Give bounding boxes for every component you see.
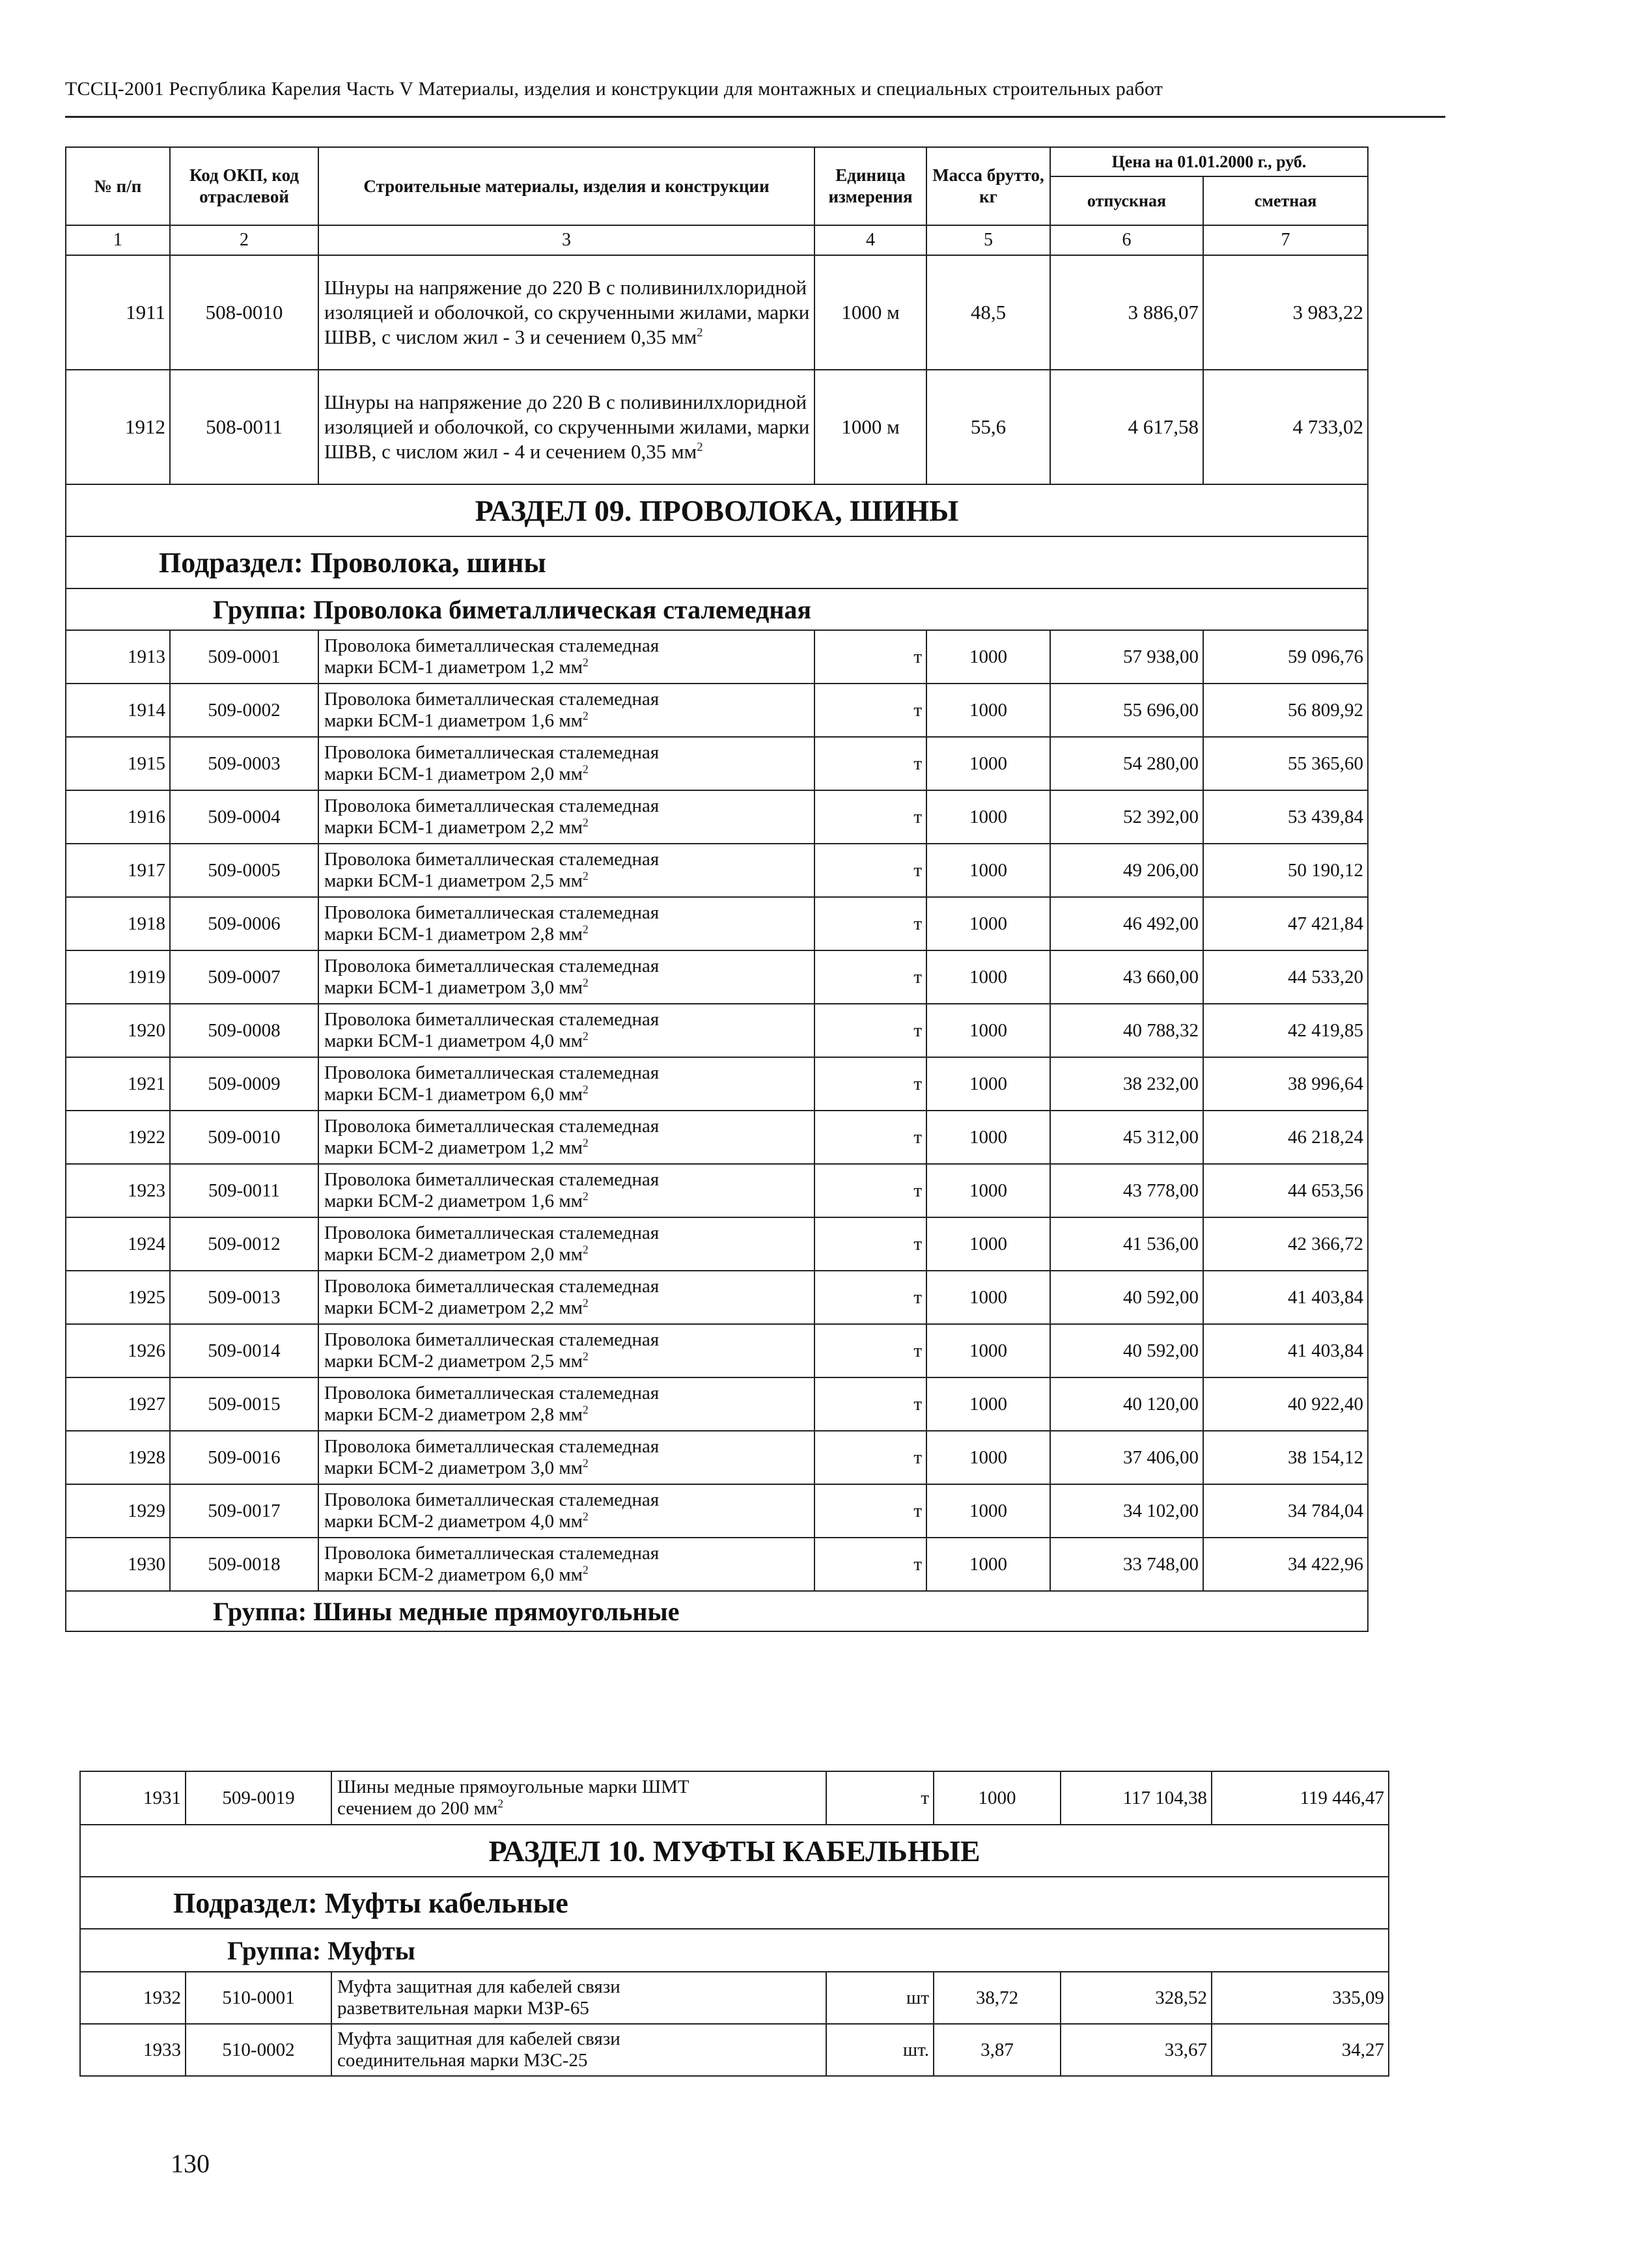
table-row	[66, 1377, 1368, 1431]
table-row	[66, 1004, 1368, 1057]
row-mass: 55,6	[926, 370, 1050, 484]
row-code: 510-0002	[186, 2024, 331, 2076]
col-number: 1	[66, 225, 170, 255]
row-price-estimate: 59 096,76	[1203, 630, 1368, 684]
row-price-estimate: 41 403,84	[1203, 1324, 1368, 1377]
row-number: 1928	[66, 1431, 170, 1484]
row-price-estimate: 4 733,02	[1203, 370, 1368, 484]
row-price-estimate: 119 446,47	[1212, 1771, 1389, 1825]
row-name-line1: Проволока биметаллическая сталемедная	[324, 1489, 660, 1510]
row-price-estimate: 56 809,92	[1203, 684, 1368, 737]
row-unit: т	[814, 950, 926, 1004]
table-row	[66, 684, 1368, 737]
row-name-line1: Проволока биметаллическая сталемедная	[324, 956, 660, 976]
row-price-release: 55 696,00	[1050, 684, 1203, 737]
row-mass: 1000	[926, 1538, 1050, 1591]
row-name	[318, 1538, 814, 1591]
table-row	[66, 1484, 1368, 1538]
row-code: 509-0010	[170, 1111, 318, 1164]
row-unit: т	[814, 630, 926, 684]
row-name-line2	[324, 1030, 810, 1052]
row-number: 1933	[80, 2024, 186, 2076]
table-row	[66, 255, 1368, 370]
row-name-line2	[324, 1297, 810, 1319]
superscript: 2	[697, 440, 703, 454]
row-name	[318, 1271, 814, 1324]
row-number: 1930	[66, 1538, 170, 1591]
row-unit: т	[814, 1217, 926, 1271]
row-price-estimate: 50 190,12	[1203, 844, 1368, 897]
row-mass: 1000	[934, 1771, 1061, 1825]
row-name-line2-text: марки БСМ-2 диаметром 2,0 мм	[324, 1244, 583, 1265]
row-name-line1: Проволока биметаллическая сталемедная	[324, 635, 660, 656]
row-name-line2	[337, 2050, 822, 2071]
row-name-line2	[324, 1137, 810, 1159]
row-unit: т	[814, 1164, 926, 1217]
row-name-line1: Муфта защитная для кабелей связи	[337, 2028, 620, 2049]
col-header-mass: Масса брутто, кг	[926, 147, 1050, 225]
row-name	[331, 1771, 826, 1825]
row-number: 1914	[66, 684, 170, 737]
row-unit: т	[814, 1324, 926, 1377]
row-name	[318, 1377, 814, 1431]
row-price-release: 49 206,00	[1050, 844, 1203, 897]
row-number: 1911	[66, 255, 170, 370]
row-name-line1: Проволока биметаллическая сталемедная	[324, 849, 660, 870]
table-row	[66, 844, 1368, 897]
row-price-release: 54 280,00	[1050, 737, 1203, 790]
row-mass: 1000	[926, 897, 1050, 950]
row-name-line2-text: марки БСМ-1 диаметром 2,2 мм	[324, 817, 583, 838]
row-price-estimate: 34 784,04	[1203, 1484, 1368, 1538]
row-name-line2	[324, 657, 810, 678]
row-number: 1929	[66, 1484, 170, 1538]
row-code: 509-0008	[170, 1004, 318, 1057]
row-mass: 1000	[926, 630, 1050, 684]
row-price-release: 40 788,32	[1050, 1004, 1203, 1057]
superscript: 2	[583, 709, 589, 723]
row-price-estimate: 55 365,60	[1203, 737, 1368, 790]
row-name	[331, 2024, 826, 2076]
superscript: 2	[583, 656, 589, 669]
row-code: 509-0007	[170, 950, 318, 1004]
row-price-release: 328,52	[1061, 1972, 1212, 2024]
subsection-heading-09: Подраздел: Проволока, шины	[66, 536, 1368, 588]
row-unit: т	[814, 1271, 926, 1324]
row-mass: 1000	[926, 1271, 1050, 1324]
row-name-line2-text: марки БСМ-2 диаметром 1,2 мм	[324, 1137, 583, 1158]
row-name-line1: Проволока биметаллическая сталемедная	[324, 1116, 660, 1137]
row-name-line2	[324, 710, 810, 732]
superscript: 2	[697, 325, 703, 340]
row-name-line2-text: марки БСМ-1 диаметром 3,0 мм	[324, 977, 583, 998]
row-name	[318, 844, 814, 897]
col-header-price: Цена на 01.01.2000 г., руб.	[1050, 147, 1368, 176]
row-code: 508-0011	[170, 370, 318, 484]
row-name-line2	[324, 1511, 810, 1532]
col-number: 3	[318, 225, 814, 255]
row-price-release: 45 312,00	[1050, 1111, 1203, 1164]
superscript: 2	[583, 922, 589, 936]
row-name	[318, 1431, 814, 1484]
row-unit: т	[814, 897, 926, 950]
row-unit: т	[814, 1004, 926, 1057]
row-name-line1: Проволока биметаллическая сталемедная	[324, 795, 660, 816]
row-mass: 1000	[926, 1324, 1050, 1377]
row-name-line2	[324, 870, 810, 892]
row-name-line1: Проволока биметаллическая сталемедная	[324, 1436, 660, 1457]
superscript: 2	[583, 1189, 589, 1203]
row-unit: т	[814, 1377, 926, 1431]
row-name-line1: Муфта защитная для кабелей связи	[337, 1976, 620, 1997]
row-name-line2-text: марки БСМ-2 диаметром 2,2 мм	[324, 1297, 583, 1318]
row-unit: т	[814, 1538, 926, 1591]
row-mass: 1000	[926, 1004, 1050, 1057]
row-name-line2	[324, 924, 810, 945]
row-unit: 1000 м	[814, 370, 926, 484]
row-code: 509-0005	[170, 844, 318, 897]
table-row	[66, 897, 1368, 950]
row-name	[318, 630, 814, 684]
superscript: 2	[583, 869, 589, 883]
row-name	[331, 1972, 826, 2024]
row-price-release: 41 536,00	[1050, 1217, 1203, 1271]
row-price-release: 38 232,00	[1050, 1057, 1203, 1111]
section-heading-10: РАЗДЕЛ 10. МУФТЫ КАБЕЛЬНЫЕ	[80, 1825, 1389, 1877]
row-code: 509-0013	[170, 1271, 318, 1324]
row-name-line2-text: марки БСМ-2 диаметром 2,8 мм	[324, 1404, 583, 1425]
row-name-line2-text: марки БСМ-2 диаметром 6,0 мм	[324, 1564, 583, 1585]
row-price-estimate: 41 403,84	[1203, 1271, 1368, 1324]
row-price-release: 52 392,00	[1050, 790, 1203, 844]
row-unit: т	[814, 1057, 926, 1111]
row-number: 1921	[66, 1057, 170, 1111]
col-header-name: Строительные материалы, изделия и конструкции	[318, 147, 814, 225]
row-mass: 1000	[926, 1377, 1050, 1431]
price-table-lower	[79, 1771, 1389, 2077]
row-number: 1912	[66, 370, 170, 484]
row-code: 509-0016	[170, 1431, 318, 1484]
superscript: 2	[583, 1510, 589, 1523]
row-name-line2-text: марки БСМ-2 диаметром 2,5 мм	[324, 1351, 583, 1372]
row-number: 1924	[66, 1217, 170, 1271]
table-row	[66, 1111, 1368, 1164]
row-number: 1926	[66, 1324, 170, 1377]
row-name-line2	[324, 1564, 810, 1586]
superscript: 2	[583, 1456, 589, 1470]
row-name-line2-text: разветвительная марки МЗР-65	[337, 1998, 589, 2019]
column-number-row	[66, 225, 1368, 255]
row-name-line1: Шины медные прямоугольные марки ШМТ	[337, 1777, 689, 1797]
superscript: 2	[583, 762, 589, 776]
row-mass: 38,72	[934, 1972, 1061, 2024]
row-unit: т	[814, 844, 926, 897]
row-price-release: 33,67	[1061, 2024, 1212, 2076]
table-row	[66, 1057, 1368, 1111]
row-unit: т	[814, 1111, 926, 1164]
row-code: 509-0003	[170, 737, 318, 790]
row-number: 1922	[66, 1111, 170, 1164]
row-name-line2-text: марки БСМ-2 диаметром 1,6 мм	[324, 1191, 583, 1211]
row-unit: т	[814, 1484, 926, 1538]
table-row	[66, 950, 1368, 1004]
row-number: 1915	[66, 737, 170, 790]
row-price-estimate: 44 533,20	[1203, 950, 1368, 1004]
table-row	[66, 1538, 1368, 1591]
row-mass: 3,87	[934, 2024, 1061, 2076]
row-name-line2-text: марки БСМ-1 диаметром 2,8 мм	[324, 924, 583, 945]
row-price-estimate: 34 422,96	[1203, 1538, 1368, 1591]
row-code: 509-0019	[186, 1771, 331, 1825]
header-rule	[65, 116, 1445, 118]
row-code: 509-0018	[170, 1538, 318, 1591]
table-row	[80, 2024, 1389, 2076]
row-mass: 1000	[926, 1164, 1050, 1217]
row-name	[318, 370, 814, 484]
row-name-line2	[324, 1244, 810, 1265]
row-name-line2	[324, 817, 810, 838]
row-mass: 1000	[926, 1217, 1050, 1271]
row-price-release: 43 778,00	[1050, 1164, 1203, 1217]
superscript: 2	[583, 1349, 589, 1363]
row-name	[318, 1164, 814, 1217]
row-name	[318, 737, 814, 790]
row-mass: 1000	[926, 950, 1050, 1004]
row-code: 509-0006	[170, 897, 318, 950]
row-name-line1: Проволока биметаллическая сталемедная	[324, 1223, 660, 1243]
table-row	[66, 1431, 1368, 1484]
row-mass: 1000	[926, 1431, 1050, 1484]
row-name-line1: Проволока биметаллическая сталемедная	[324, 1276, 660, 1297]
row-name-line2	[324, 1458, 810, 1479]
row-name-line1: Проволока биметаллическая сталемедная	[324, 1009, 660, 1030]
superscript: 2	[583, 1083, 589, 1096]
row-name	[318, 255, 814, 370]
table-row	[66, 1217, 1368, 1271]
row-price-estimate: 38 154,12	[1203, 1431, 1368, 1484]
row-mass: 1000	[926, 844, 1050, 897]
col-header-price-estimate: сметная	[1203, 176, 1368, 225]
row-unit: т	[814, 737, 926, 790]
row-price-estimate: 46 218,24	[1203, 1111, 1368, 1164]
row-name-line2-text: сечением до 200 мм	[337, 1798, 498, 1819]
row-name	[318, 1484, 814, 1538]
table-row	[66, 1324, 1368, 1377]
col-number: 5	[926, 225, 1050, 255]
row-name-text: Шнуры на напряжение до 220 В с поливинилхлоридной изоляцией и оболочкой, со скрученными жилами, марки ШВВ, с числом жил - 3 и сечением 0,35 мм	[324, 276, 810, 348]
row-price-release: 33 748,00	[1050, 1538, 1203, 1591]
superscript: 2	[583, 1296, 589, 1310]
row-unit: шт	[826, 1972, 934, 2024]
row-code: 508-0010	[170, 255, 318, 370]
row-name-line2	[324, 977, 810, 999]
row-code: 509-0001	[170, 630, 318, 684]
row-price-release: 34 102,00	[1050, 1484, 1203, 1538]
row-price-release: 57 938,00	[1050, 630, 1203, 684]
row-name-line2	[337, 1798, 822, 1819]
table-row	[80, 1972, 1389, 2024]
row-name-line2-text: марки БСМ-1 диаметром 1,6 мм	[324, 710, 583, 731]
row-unit: 1000 м	[814, 255, 926, 370]
group-heading-wire: Группа: Проволока биметаллическая сталемедная	[66, 588, 1368, 630]
col-header-code: Код ОКП, код отраслевой	[170, 147, 318, 225]
group-heading-couplings: Группа: Муфты	[80, 1929, 1389, 1972]
row-name-line2-text: марки БСМ-1 диаметром 4,0 мм	[324, 1030, 583, 1051]
row-name-line1: Проволока биметаллическая сталемедная	[324, 1383, 660, 1404]
row-number: 1918	[66, 897, 170, 950]
superscript: 2	[583, 976, 589, 989]
row-mass: 1000	[926, 1111, 1050, 1164]
row-number: 1925	[66, 1271, 170, 1324]
row-mass: 48,5	[926, 255, 1050, 370]
row-name-line1: Проволока биметаллическая сталемедная	[324, 1062, 660, 1083]
row-code: 509-0012	[170, 1217, 318, 1271]
row-name	[318, 684, 814, 737]
col-number: 7	[1203, 225, 1368, 255]
row-unit: т	[814, 684, 926, 737]
table-row	[66, 790, 1368, 844]
table-row	[66, 737, 1368, 790]
row-name	[318, 1004, 814, 1057]
row-name-line2-text: марки БСМ-2 диаметром 4,0 мм	[324, 1511, 583, 1532]
row-code: 509-0014	[170, 1324, 318, 1377]
row-name	[318, 1111, 814, 1164]
row-price-release: 40 592,00	[1050, 1324, 1203, 1377]
row-name-line1: Проволока биметаллическая сталемедная	[324, 742, 660, 763]
row-name-line1: Проволока биметаллическая сталемедная	[324, 902, 660, 923]
row-code: 509-0011	[170, 1164, 318, 1217]
row-name-line2-text: марки БСМ-2 диаметром 3,0 мм	[324, 1458, 583, 1478]
row-name-line2	[337, 1998, 822, 2019]
row-name-line2-text: марки БСМ-1 диаметром 2,0 мм	[324, 764, 583, 784]
table-row	[66, 1271, 1368, 1324]
row-number: 1923	[66, 1164, 170, 1217]
col-number: 6	[1050, 225, 1203, 255]
row-name	[318, 950, 814, 1004]
row-price-estimate: 42 419,85	[1203, 1004, 1368, 1057]
row-unit: т	[814, 1431, 926, 1484]
row-name-line2	[324, 1404, 810, 1426]
superscript: 2	[583, 1563, 589, 1577]
row-name-line2	[324, 1084, 810, 1105]
row-price-estimate: 3 983,22	[1203, 255, 1368, 370]
row-price-release: 37 406,00	[1050, 1431, 1203, 1484]
row-mass: 1000	[926, 1057, 1050, 1111]
row-name-line2-text: соединительная марки МЗС-25	[337, 2050, 588, 2071]
table-row	[66, 630, 1368, 684]
row-name-text: Шнуры на напряжение до 220 В с поливинилхлоридной изоляцией и оболочкой, со скрученными жилами, марки ШВВ, с числом жил - 4 и сечением 0,35 мм	[324, 391, 810, 463]
row-number: 1920	[66, 1004, 170, 1057]
subsection-heading-10: Подраздел: Муфты кабельные	[80, 1877, 1389, 1929]
group-heading-bars: Группа: Шины медные прямоугольные	[66, 1591, 1368, 1631]
row-price-release: 43 660,00	[1050, 950, 1203, 1004]
table-row	[66, 1164, 1368, 1217]
row-name-line2	[324, 1351, 810, 1372]
row-name-line1: Проволока биметаллическая сталемедная	[324, 689, 660, 710]
section-heading-09: РАЗДЕЛ 09. ПРОВОЛОКА, ШИНЫ	[66, 484, 1368, 536]
page-number: 130	[171, 2149, 210, 2178]
row-code: 509-0017	[170, 1484, 318, 1538]
row-number: 1913	[66, 630, 170, 684]
row-price-release: 40 592,00	[1050, 1271, 1203, 1324]
row-mass: 1000	[926, 790, 1050, 844]
row-number: 1919	[66, 950, 170, 1004]
superscript: 2	[497, 1797, 504, 1810]
superscript: 2	[583, 1243, 589, 1256]
superscript: 2	[583, 816, 589, 829]
row-price-estimate: 53 439,84	[1203, 790, 1368, 844]
superscript: 2	[583, 1136, 589, 1150]
row-code: 510-0001	[186, 1972, 331, 2024]
row-price-release: 3 886,07	[1050, 255, 1203, 370]
row-name	[318, 790, 814, 844]
row-number: 1927	[66, 1377, 170, 1431]
row-name-line2-text: марки БСМ-1 диаметром 6,0 мм	[324, 1084, 583, 1105]
row-number: 1916	[66, 790, 170, 844]
row-price-estimate: 40 922,40	[1203, 1377, 1368, 1431]
row-price-estimate: 38 996,64	[1203, 1057, 1368, 1111]
row-name-line1: Проволока биметаллическая сталемедная	[324, 1169, 660, 1190]
row-name-line2-text: марки БСМ-1 диаметром 2,5 мм	[324, 870, 583, 891]
row-price-estimate: 47 421,84	[1203, 897, 1368, 950]
row-mass: 1000	[926, 684, 1050, 737]
row-number: 1931	[80, 1771, 186, 1825]
row-name	[318, 897, 814, 950]
row-name-line2	[324, 764, 810, 785]
superscript: 2	[583, 1029, 589, 1043]
row-name-line1: Проволока биметаллическая сталемедная	[324, 1329, 660, 1350]
col-header-price-release: отпускная	[1050, 176, 1203, 225]
row-code: 509-0015	[170, 1377, 318, 1431]
row-number: 1932	[80, 1972, 186, 2024]
row-unit: шт.	[826, 2024, 934, 2076]
row-price-release: 40 120,00	[1050, 1377, 1203, 1431]
row-price-release: 4 617,58	[1050, 370, 1203, 484]
running-header: ТССЦ-2001 Республика Карелия Часть V Материалы, изделия и конструкции для монтажных и специальных строительных работ	[65, 78, 1163, 100]
row-name	[318, 1217, 814, 1271]
row-name-line2-text: марки БСМ-1 диаметром 1,2 мм	[324, 657, 583, 678]
superscript: 2	[583, 1403, 589, 1417]
row-name	[318, 1324, 814, 1377]
row-price-estimate: 335,09	[1212, 1972, 1389, 2024]
row-price-estimate: 42 366,72	[1203, 1217, 1368, 1271]
row-price-release: 117 104,38	[1061, 1771, 1212, 1825]
col-number: 2	[170, 225, 318, 255]
row-mass: 1000	[926, 1484, 1050, 1538]
row-price-estimate: 34,27	[1212, 2024, 1389, 2076]
row-unit: т	[826, 1771, 934, 1825]
row-mass: 1000	[926, 737, 1050, 790]
table-row	[80, 1771, 1389, 1825]
price-table-upper	[65, 146, 1369, 1632]
row-code: 509-0004	[170, 790, 318, 844]
row-code: 509-0009	[170, 1057, 318, 1111]
row-code: 509-0002	[170, 684, 318, 737]
row-number: 1917	[66, 844, 170, 897]
table-row	[66, 370, 1368, 484]
col-number: 4	[814, 225, 926, 255]
row-name	[318, 1057, 814, 1111]
row-price-estimate: 44 653,56	[1203, 1164, 1368, 1217]
col-header-num: № п/п	[66, 147, 170, 225]
row-price-release: 46 492,00	[1050, 897, 1203, 950]
col-header-unit: Единица измерения	[814, 147, 926, 225]
row-unit: т	[814, 790, 926, 844]
row-name-line1: Проволока биметаллическая сталемедная	[324, 1543, 660, 1564]
row-name-line2	[324, 1191, 810, 1212]
